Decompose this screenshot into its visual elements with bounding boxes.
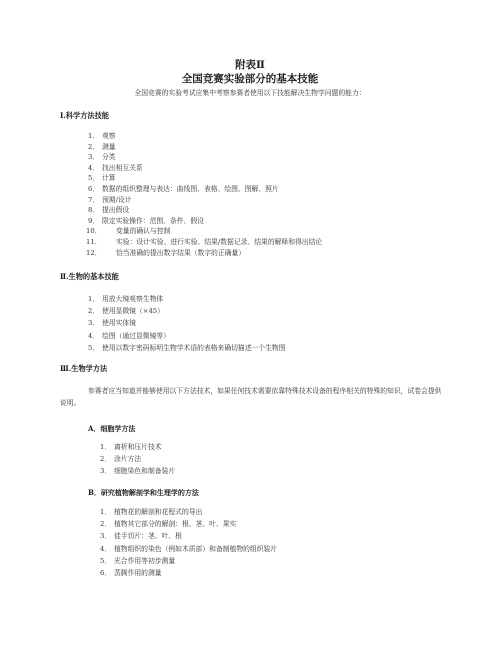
list-item-text: 涂片方法: [114, 455, 142, 464]
list-item: [88, 194, 131, 204]
list-item-number: 3．: [100, 467, 112, 476]
list-item-text: 使用显微镜（×45）: [102, 307, 164, 316]
list-item-text: 找出相互关系: [102, 163, 143, 172]
appendix-title: 附表Ⅱ: [235, 59, 265, 71]
list-item: [88, 305, 164, 315]
list-item-number: 7．: [88, 195, 100, 204]
list-item: [100, 543, 277, 553]
list-item-number: 1．: [88, 132, 100, 140]
list-item-number: 1．: [100, 443, 112, 451]
list-item-text: 恰当准确的提出数字结果（数字的正确量）: [116, 248, 246, 257]
list-item-number: 2．: [88, 307, 100, 316]
list-item: [88, 330, 170, 340]
list-item: [100, 518, 236, 528]
list-item: [100, 530, 182, 540]
list-item: [100, 465, 175, 475]
list-item: [100, 506, 202, 516]
list-item-text: 绘图（通过显微镜等）: [102, 331, 170, 340]
list-item-text: 用放大镜观察生物体: [102, 295, 164, 303]
list-item: [88, 215, 204, 225]
list-item-text: 数据的组织整理与表达：曲线图、表格、绘图、图解、照片: [102, 185, 279, 193]
list-item-text: 观察: [102, 132, 116, 140]
list-item-number: 4．: [100, 544, 112, 553]
list-item: [88, 342, 286, 352]
list-item-text: 实验：设计实验、进行实验、结果/数据记录、结果的解释和得出结论: [116, 238, 323, 246]
list-item: [88, 141, 116, 151]
list-item: [88, 172, 116, 182]
list-item: [88, 204, 129, 214]
list-item-text: 提出假设: [102, 206, 130, 215]
list-item: [88, 183, 279, 193]
list-item-number: 3．: [88, 153, 100, 162]
intro-text: 全国竞赛的实验考试应集中考察参赛者使用以下技能解决生物学问题的能力：: [134, 89, 366, 97]
section-heading-basic-skills: Ⅱ.生物的基本技能: [60, 272, 119, 281]
list-item-text: 徒手切片：茎、叶、根: [114, 532, 182, 541]
list-item-text: 限定实验操作：范围、条件、假设: [102, 216, 204, 225]
section3-paragraph: 参赛者应当知道并能够使用以下方法技术，如果任何技术需要依靠特殊技术设备的程序相关的特殊的知识，试卷会提供说明。: [60, 387, 442, 407]
list-item-number: 1．: [100, 508, 112, 516]
list-item: [88, 293, 163, 303]
list-item-text: 植物其它部分的解剖：根、茎、叶、果实: [114, 520, 237, 529]
list-item-number: 6．: [100, 569, 112, 577]
list-item-number: 4．: [88, 331, 100, 340]
list-item-number: 5．: [88, 174, 100, 183]
list-item: [86, 225, 170, 235]
subsection-heading-cytology: A．细胞学方法: [88, 424, 136, 433]
list-item-number: 2．: [100, 520, 112, 529]
list-item: [100, 453, 141, 463]
list-item-number: 12．: [86, 248, 102, 257]
list-item-text: 分类: [102, 153, 116, 162]
list-item-number: 11．: [86, 238, 102, 246]
list-item-number: 4．: [88, 163, 100, 172]
list-item-number: 5．: [100, 556, 112, 565]
list-item-text: 使用以数字密码标明生物学术语的表格来确切描述一个生物图: [102, 343, 286, 352]
list-item: [88, 130, 116, 140]
list-item-number: 10．: [86, 227, 102, 236]
list-item-text: 光合作用等初步测量: [114, 556, 176, 565]
list-item-number: 3．: [88, 319, 100, 328]
list-item-text: 变量的确认与控制: [116, 227, 171, 236]
list-item-text: 测量: [102, 142, 116, 151]
list-item-text: 预期/设计: [102, 195, 132, 204]
section-heading-scientific-methods: Ⅰ.科学方法技能: [60, 111, 109, 120]
list-item: [100, 441, 162, 451]
list-item-number: 6．: [88, 185, 100, 193]
section-heading-biological-methods: Ⅲ.生物学方法: [60, 364, 108, 373]
list-item: [86, 247, 245, 257]
list-item: [88, 151, 116, 161]
list-item-number: 8．: [88, 206, 100, 215]
list-item-number: 5．: [88, 343, 100, 352]
list-item-number: 3．: [100, 532, 112, 541]
list-item: [88, 162, 143, 172]
list-item-text: 植物花的解剖和花程式的导出: [114, 508, 203, 516]
list-item: [100, 555, 175, 565]
list-item-number: 2．: [100, 455, 112, 464]
list-item-text: 离析和压片技术: [114, 443, 162, 451]
document-title: 全国竞赛实验部分的基本技能: [181, 73, 319, 85]
list-item-text: 蒸腾作用的测量: [114, 569, 162, 577]
list-item-text: 植物组织的染色（例如木质部）和备制植物的组织装片: [114, 544, 278, 553]
list-item-text: 使用实体镜: [102, 319, 136, 328]
list-item-text: 计算: [102, 174, 116, 183]
list-item: [100, 567, 162, 577]
subsection-heading-plant-methods: B．研究植物解剖学和生理学的方法: [88, 488, 199, 497]
list-item: [86, 236, 322, 246]
list-item: [88, 317, 136, 327]
list-item-number: 2．: [88, 142, 100, 151]
list-item-number: 1．: [88, 295, 100, 303]
list-item-text: 细胞染色和制备装片: [114, 467, 176, 476]
list-item-number: 9．: [88, 216, 100, 225]
